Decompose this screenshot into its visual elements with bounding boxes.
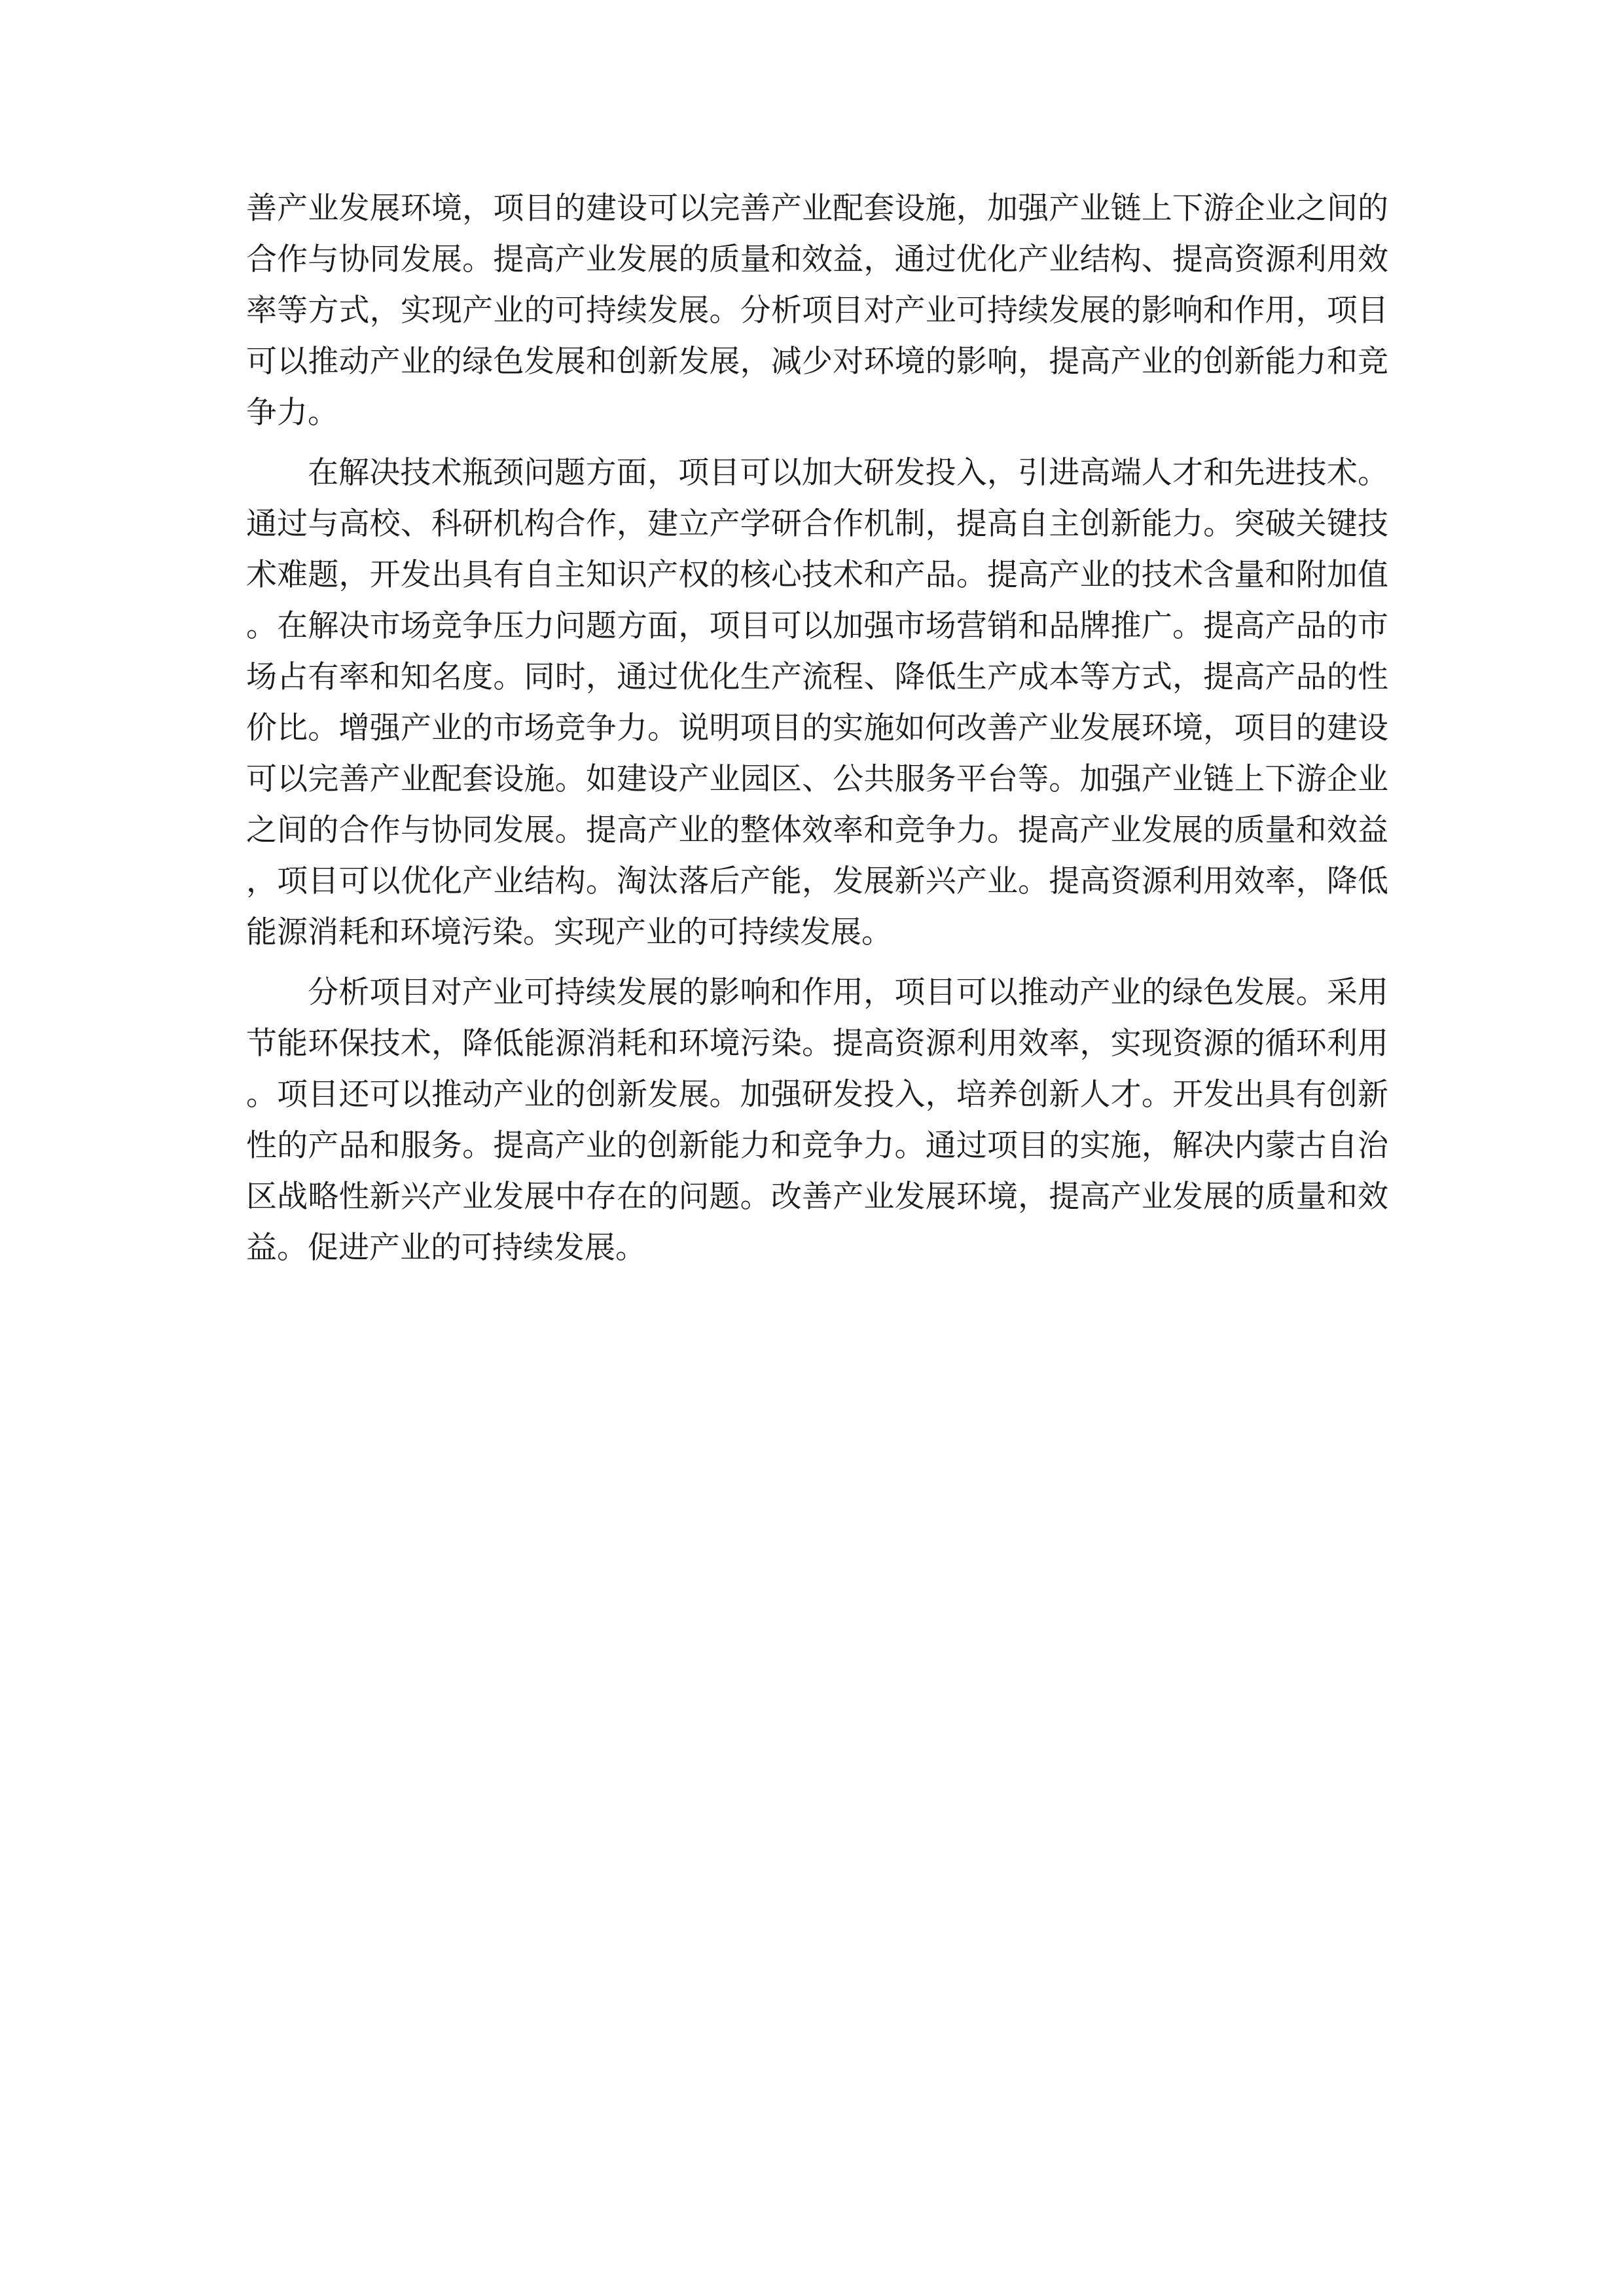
paragraph-1: 善产业发展环境，项目的建设可以完善产业配套设施，加强产业链上下游企业之间的合作与协同发展。提高产业发展的质量和效益，通过优化产业结构、提高资源利用效率等方式，实现产业的可持续发展。分析项目对产业可持续发展的影响和作用，项目可以推动产业的绿色发展和创新发展，减少对环境的影响，提高产业的创新能力和竞争力。	[246, 190, 1388, 431]
document-body	[246, 183, 1388, 1283]
paragraph-2: 在解决技术瓶颈问题方面，项目可以加大研发投入，引进高端人才和先进技术。通过与高校、科研机构合作，建立产学研合作机制，提高自主创新能力。突破关键技术难题，开发出具有自主知识产权的核心技术和产品。提高产业的技术含量和附加值。在解决市场竞争压力问题方面，项目可以加强市场营销和品牌推广。提高产品的市场占有率和知名度。同时，通过优化生产流程、降低生产成本等方式，提高产品的性价比。增强产业的市场竞争力。说明项目的实施如何改善产业发展环境，项目的建设可以完善产业配套设施。如建设产业园区、公共服务平台等。加强产业链上下游企业之间的合作与协同发展。提高产业的整体效率和竞争力。提高产业发展的质量和效益，项目可以优化产业结构。淘汰落后产能，发展新兴产业。提高资源利用效率，降低能源消耗和环境污染。实现产业的可持续发展。	[246, 455, 1388, 950]
paragraph-3: 分析项目对产业可持续发展的影响和作用，项目可以推动产业的绿色发展。采用节能环保技术，降低能源消耗和环境污染。提高资源利用效率，实现资源的循环利用。项目还可以推动产业的创新发展。加强研发投入，培养创新人才。开发出具有创新性的产品和服务。提高产业的创新能力和竞争力。通过项目的实施，解决内蒙古自治区战略性新兴产业发展中存在的问题。改善产业发展环境，提高产业发展的质量和效益。促进产业的可持续发展。	[246, 975, 1388, 1266]
